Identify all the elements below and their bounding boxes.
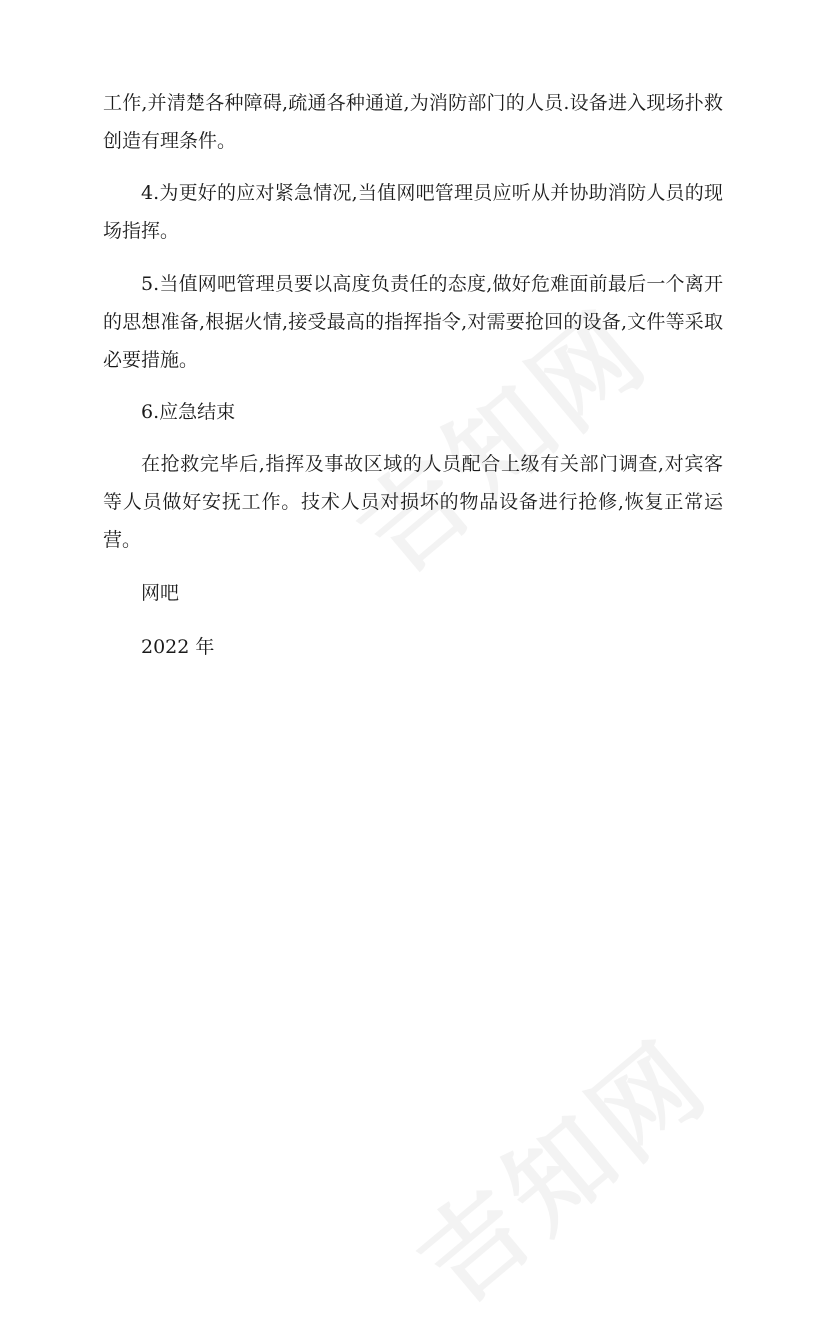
paragraph-item-4: 4.为更好的应对紧急情况,当值网吧管理员应听从并协助消防人员的现场指挥。 — [103, 182, 723, 242]
watermark — [381, 1000, 735, 1330]
signature-date: 2022 年 — [141, 636, 215, 658]
paragraph-emergency-end: 在抢救完毕后,指挥及事故区域的人员配合上级有关部门调查,对宾客等人员做好安抚工作。技术人员对损坏的物品设备进行抢修,恢复正常运营。 — [103, 453, 723, 551]
paragraph-continuation: 工作,并清楚各种障碍,疏通各种通道,为消防部门的人员.设备进入现场扑救创造有理条件。 — [103, 92, 723, 152]
section-heading-6: 6.应急结束 — [141, 401, 236, 423]
signature-organization: 网吧 — [141, 582, 180, 604]
paragraph-item-5: 5.当值网吧管理员要以高度负责任的态度,做好危难面前最后一个离开的思想准备,根据火情,接受最高的指挥指令,对需要抢回的设备,文件等采取必要措施。 — [103, 273, 723, 371]
document-body — [103, 84, 723, 666]
